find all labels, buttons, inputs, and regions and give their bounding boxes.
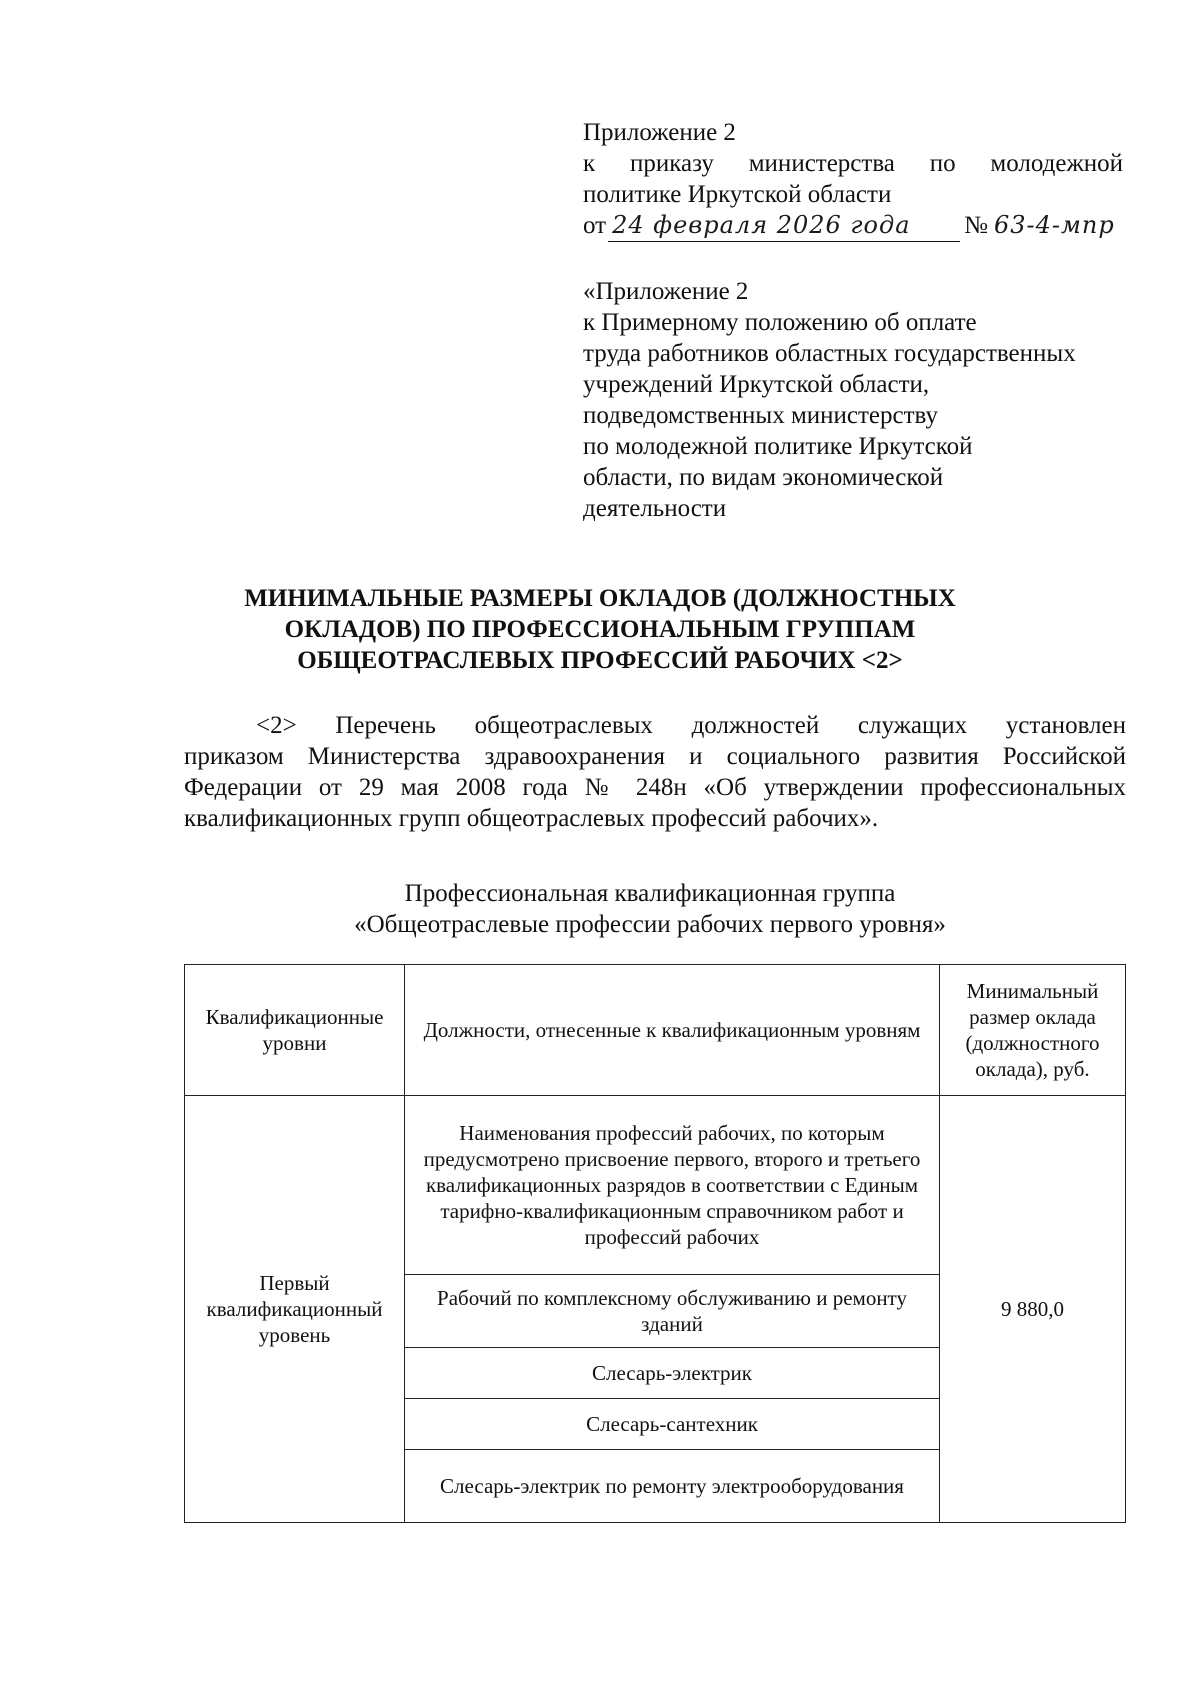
position-cell: Рабочий по комплексному обслуживанию и ремонту зданий (405, 1275, 940, 1348)
word: по (929, 150, 956, 177)
annex-line: по молодежной политике Иркутской (583, 433, 973, 460)
document-title (150, 583, 1050, 676)
annex-line: «Приложение 2 (583, 278, 749, 305)
salary-table (184, 964, 1126, 1523)
appendix-date-number-line (583, 210, 1143, 242)
level-cell: Первый квалификационный уровень (185, 1096, 405, 1523)
handwritten-date: 24 февраля 2026 года (608, 210, 960, 242)
position-cell: Наименования профессий рабочих, по которым предусмотрено присвоение первого, второго и третьего квалификационных разрядов в соответствии с Единым тарифно-квалификационным справочником работ и профессий рабочих (405, 1096, 940, 1275)
footnote-line: квалификационных групп общеотраслевых профессий рабочих». (184, 805, 879, 832)
group-heading-line: «Общеотраслевые профессии рабочих первого уровня» (354, 911, 946, 938)
annex-line: деятельности (583, 495, 727, 522)
header-salary: Минимальный размер оклада (должностного оклада), руб. (940, 965, 1126, 1096)
footnote-line: Федерации от 29 мая 2008 года № 248н «Об утверждении профессиональных (184, 774, 1126, 801)
header-positions: Должности, отнесенные к квалификационным уровням (405, 965, 940, 1096)
word: молодежной (990, 150, 1123, 177)
word: министерства (748, 150, 895, 177)
position-cell: Слесарь-сантехник (405, 1399, 940, 1450)
word: к (583, 150, 596, 177)
annex-line: области, по видам экономической (583, 464, 944, 491)
header-level: Квалификационные уровни (185, 965, 405, 1096)
title-line: ОКЛАДОВ) ПО ПРОФЕССИОНАЛЬНЫМ ГРУППАМ (284, 616, 916, 643)
table-row (185, 1096, 1126, 1275)
position-cell: Слесарь-электрик по ремонту электрооборудования (405, 1450, 940, 1523)
group-heading (250, 878, 1050, 940)
footnote-paragraph (184, 710, 1126, 834)
annex-line: подведомственных министерству (583, 402, 938, 429)
salary-cell: 9 880,0 (940, 1096, 1126, 1523)
title-line: МИНИМАЛЬНЫЕ РАЗМЕРЫ ОКЛАДОВ (ДОЛЖНОСТНЫХ (244, 585, 956, 612)
number-prefix: № (964, 212, 988, 239)
appendix-title: Приложение 2 (583, 119, 736, 146)
appendix-order-line (583, 148, 1123, 179)
date-prefix: от (583, 212, 607, 239)
footnote-line: приказом Министерства здравоохранения и социального развития Российской (184, 743, 1126, 770)
footnote-line: <2> Перечень общеотраслевых должностей служащих установлен (256, 712, 1126, 739)
annex-line: труда работников областных государственных (583, 340, 1076, 367)
group-heading-line: Профессиональная квалификационная группа (404, 880, 896, 907)
table-header-row (185, 965, 1126, 1096)
annex-line: учреждений Иркутской области, (583, 371, 930, 398)
appendix-header (583, 117, 1143, 242)
appendix-ministry-line: политике Иркутской области (583, 181, 892, 208)
word: приказу (629, 150, 714, 177)
position-cell: Слесарь-электрик (405, 1348, 940, 1399)
annex-reference (583, 276, 1143, 524)
handwritten-number: 63-4-мпр (993, 211, 1115, 239)
annex-line: к Примерному положению об оплате (583, 309, 977, 336)
title-line: ОБЩЕОТРАСЛЕВЫХ ПРОФЕССИЙ РАБОЧИХ <2> (297, 647, 903, 674)
